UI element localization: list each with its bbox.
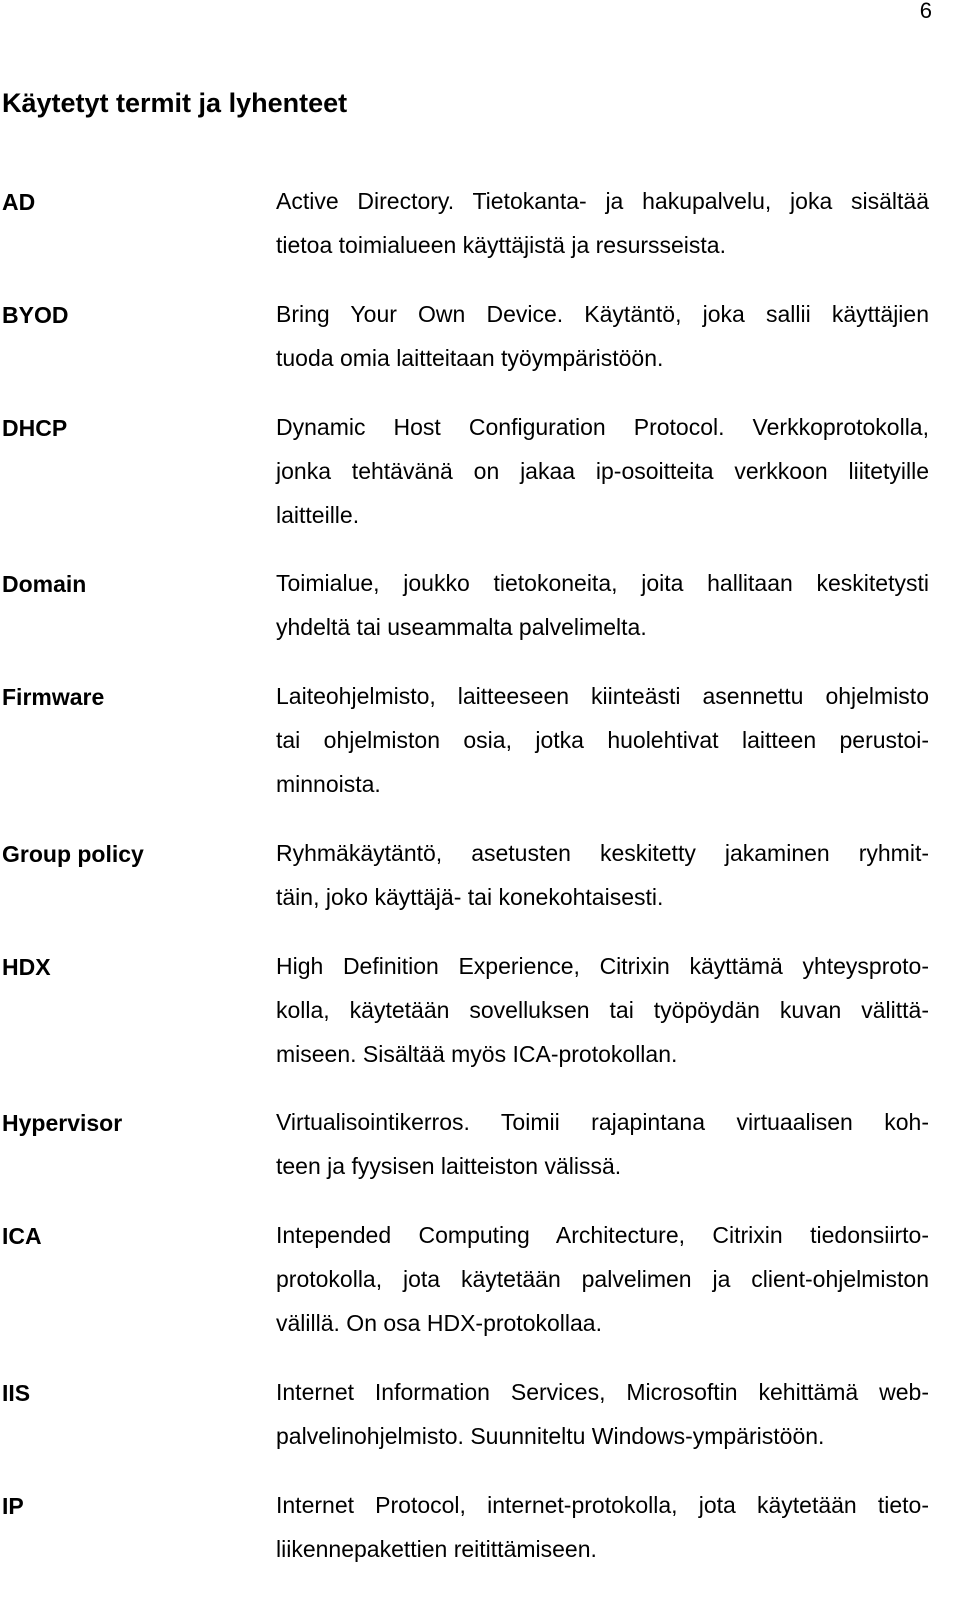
definition-line: kolla, käytetään sovelluksen tai työpöydän kuvan välittä- (276, 997, 929, 1023)
term-label-dhcp: DHCP (2, 415, 68, 441)
definition-line: Ryhmäkäytäntö, asetusten keskitetty jakaminen ryhmit- (276, 840, 929, 866)
term-label-ica: ICA (2, 1223, 42, 1249)
term-definition-iis (276, 1370, 929, 1458)
term-definition-byod (276, 292, 929, 380)
term-label-domain: Domain (2, 571, 87, 597)
definition-line: miseen. Sisältää myös ICA-protokollan. (276, 1041, 678, 1067)
definition-line: välillä. On osa HDX-protokollaa. (276, 1310, 602, 1336)
term-definition-ip (276, 1483, 929, 1571)
definition-line: tietoa toimialueen käyttäjistä ja resursseista. (276, 232, 726, 258)
definition-line: Laiteohjelmisto, laitteeseen kiinteästi asennettu ohjelmisto (276, 683, 929, 709)
definition-line: Active Directory. Tietokanta- ja hakupalvelu, joka sisältää (276, 188, 929, 214)
term-definition-group-policy (276, 831, 929, 919)
term-label-firmware: Firmware (2, 684, 105, 710)
term-label-ad: AD (2, 189, 36, 215)
definition-line: yhdeltä tai useammalta palvelimelta. (276, 614, 647, 640)
definition-line: Dynamic Host Configuration Protocol. Verkkoprotokolla, (276, 414, 929, 440)
term-definition-dhcp (276, 405, 929, 537)
definition-line: jonka tehtävänä on jakaa ip-osoitteita verkkoon liitetyille (276, 458, 929, 484)
term-label-group-policy: Group policy (2, 841, 144, 867)
term-definition-ica (276, 1213, 929, 1345)
term-definition-hdx (276, 944, 929, 1076)
term-label-hypervisor: Hypervisor (2, 1110, 123, 1136)
page-number: 6 (919, 0, 932, 23)
term-label-hdx: HDX (2, 954, 51, 980)
definition-line: täin, joko käyttäjä- tai konekohtaisesti. (276, 884, 664, 910)
definition-line: Toimialue, joukko tietokoneita, joita hallitaan keskitetysti (276, 570, 929, 596)
term-label-ip: IP (2, 1493, 24, 1519)
definition-line: liikennepakettien reitittämiseen. (276, 1536, 597, 1562)
term-definition-firmware (276, 674, 929, 806)
definition-line: teen ja fyysisen laitteiston välissä. (276, 1153, 622, 1179)
term-definition-hypervisor (276, 1100, 929, 1188)
term-definition-ad (276, 179, 929, 267)
definition-line: Bring Your Own Device. Käytäntö, joka sallii käyttäjien (276, 301, 929, 327)
definition-line: tuoda omia laitteitaan työympäristöön. (276, 345, 664, 371)
term-label-byod: BYOD (2, 302, 69, 328)
definition-line: protokolla, jota käytetään palvelimen ja client-ohjelmiston (276, 1266, 929, 1292)
definition-line: Virtualisointikerros. Toimii rajapintana virtuaalisen koh- (276, 1109, 929, 1135)
definition-line: High Definition Experience, Citrixin käyttämä yhteysproto- (276, 953, 929, 979)
definition-line: Intepended Computing Architecture, Citrixin tiedonsiirto- (276, 1222, 929, 1248)
definition-line: laitteille. (276, 502, 360, 528)
definition-line: tai ohjelmiston osia, jotka huolehtivat laitteen perustoi- (276, 727, 929, 753)
term-label-iis: IIS (2, 1380, 31, 1406)
definition-line: Internet Information Services, Microsoftin kehittämä web- (276, 1379, 929, 1405)
definition-line: minnoista. (276, 771, 381, 797)
page-title: Käytetyt termit ja lyhenteet (2, 88, 348, 118)
definition-line: Internet Protocol, internet-protokolla, jota käytetään tieto- (276, 1492, 929, 1518)
term-definition-domain (276, 561, 929, 649)
definition-line: palvelinohjelmisto. Suunniteltu Windows-ympäristöön. (276, 1423, 825, 1449)
